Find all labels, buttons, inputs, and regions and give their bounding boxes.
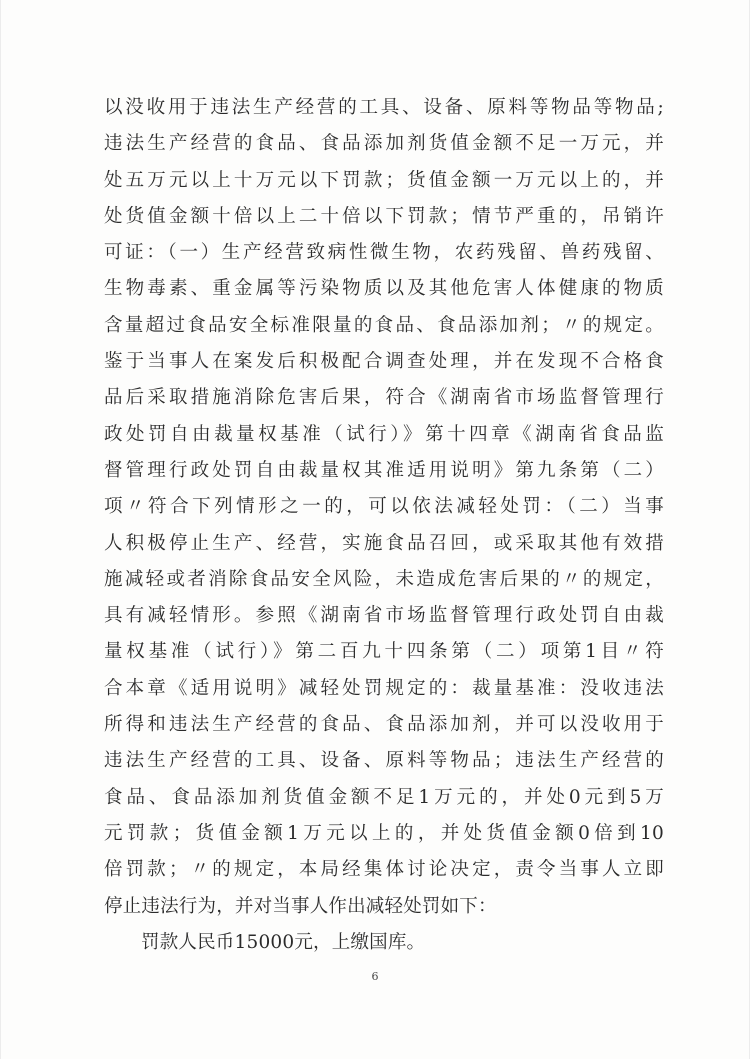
text-line: 量权基准（试行）》第二百九十四条第（二）项第1目〃符: [104, 641, 664, 663]
scan-edge-left: [0, 0, 1, 1059]
text-line: 生物毒素、重金属等污染物质以及其他危害人体健康的物质: [104, 278, 664, 300]
text-line: 停止违法行为，并对当事人作出减轻处罚如下：: [104, 895, 497, 917]
text-line: 人积极停止生产、经营，实施食品召回，或采取其他有效措: [104, 532, 664, 554]
text-line: 所得和违法生产经营的食品、食品添加剂，并可以没收用于: [104, 714, 664, 736]
document-body: [104, 90, 664, 961]
text-line: 含量超过食品安全标准限量的食品、食品添加剂；〃的规定。: [104, 314, 664, 336]
text-line: 以没收用于违法生产经营的工具、设备、原料等物品等物品;: [104, 97, 664, 118]
text-line: 倍罚款；〃的规定，本局经集体讨论决定，责令当事人立即: [104, 859, 664, 881]
text-line: 品后采取措施消除危害后果，符合《湖南省市场监督管理行: [104, 387, 664, 409]
penalty-line: 罚款人民币15000元，上缴国库。: [141, 931, 426, 953]
text-line: 政处罚自由裁量权基准（试行）》第十四章《湖南省食品监: [104, 423, 664, 445]
text-line: 督管理行政处罚自由裁量权其准适用说明》第九条第（二）: [104, 459, 664, 481]
text-line: 食品、食品添加剂货值金额不足1万元的，并处0元到5万: [104, 786, 664, 808]
text-line: 施减轻或者消除食品安全风险，未造成危害后果的〃的规定，: [104, 568, 664, 590]
text-line: 违法生产经营的食品、食品添加剂货值金额不足一万元，并: [104, 133, 664, 155]
text-line: 具有减轻情形。参照《湖南省市场监督管理行政处罚自由裁: [104, 605, 664, 627]
text-line: 可证：（一）生产经营致病性微生物，农药残留、兽药残留、: [104, 242, 664, 264]
text-line: 项〃符合下列情形之一的，可以依法减轻处罚：（二）当事: [104, 496, 664, 518]
text-line: 合本章《适用说明》减轻处罚规定的：裁量基准：没收违法: [104, 677, 664, 699]
text-line: 违法生产经营的工具、设备、原料等物品；违法生产经营的: [104, 750, 664, 772]
text-line: 元罚款；货值金额1万元以上的，并处货值金额0倍到10: [104, 822, 664, 844]
text-line: 处货值金额十倍以上二十倍以下罚款；情节严重的，吊销许: [104, 205, 664, 227]
text-line: 鉴于当事人在案发后积极配合调查处理，并在发现不合格食: [104, 351, 664, 373]
text-line: 处五万元以上十万元以下罚款；货值金额一万元以上的，并: [104, 169, 664, 191]
page-number: 6: [371, 970, 379, 983]
